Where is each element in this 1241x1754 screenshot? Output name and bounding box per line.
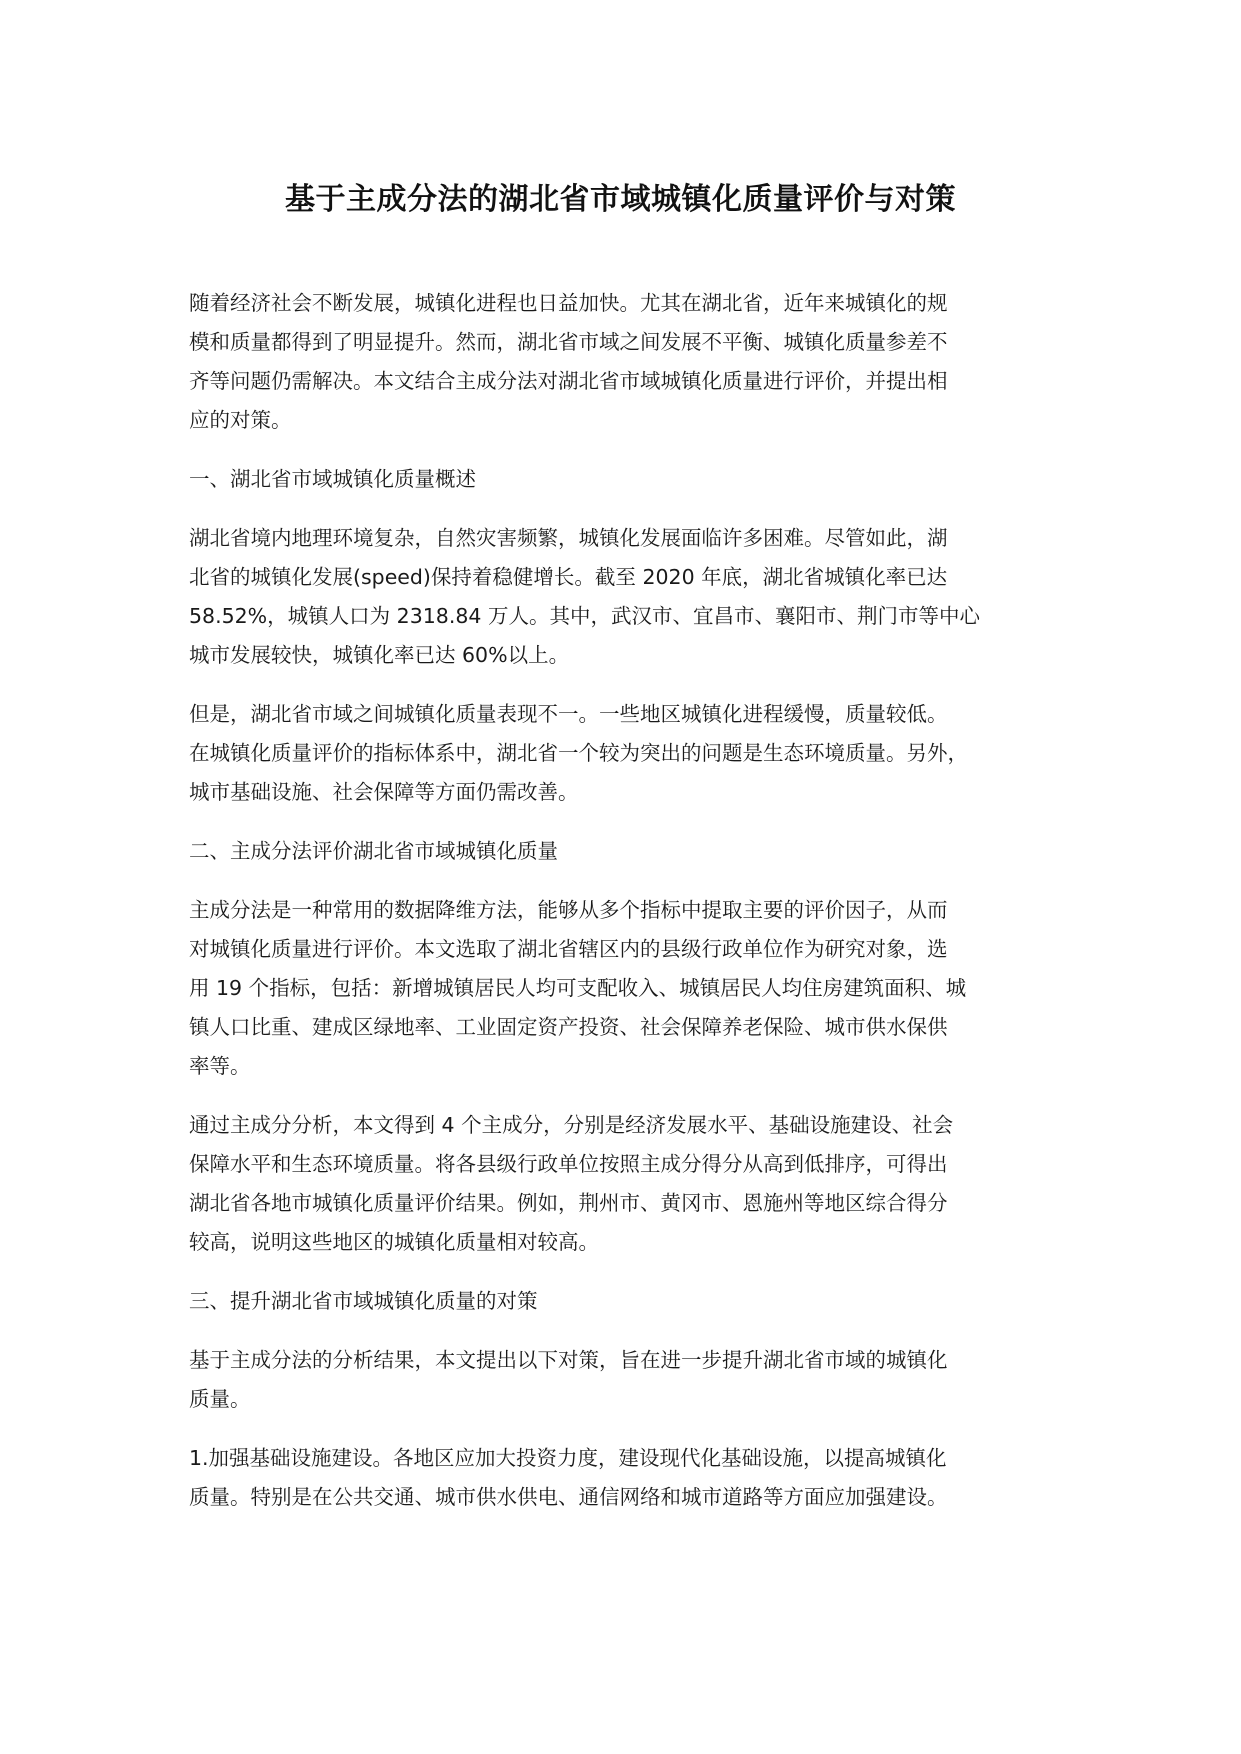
section-2-paragraph-2: [189, 1106, 1079, 1262]
text-line: 通过主成分分析，本文得到 4 个主成分，分别是经济发展水平、基础设施建设、社会: [189, 1113, 954, 1137]
text-line: 应的对策。: [189, 408, 292, 432]
text-line: 镇人口比重、建成区绿地率、工业固定资产投资、社会保障养老保险、城市供水保供: [189, 1015, 948, 1039]
text-line: 质量。: [189, 1387, 251, 1411]
text-line: 城市发展较快，城镇化率已达 60%以上。: [189, 643, 570, 667]
section-1-paragraph-1: [189, 519, 1079, 675]
section-2-paragraph-1: [189, 891, 1079, 1086]
text-line: 模和质量都得到了明显提升。然而，湖北省市域之间发展不平衡、城镇化质量参差不: [189, 330, 948, 354]
section-3-heading: 三、提升湖北省市域城镇化质量的对策: [189, 1289, 538, 1313]
section-3-paragraph-1: [189, 1341, 1079, 1419]
text-line: 质量。特别是在公共交通、城市供水供电、通信网络和城市道路等方面应加强建设。: [189, 1485, 948, 1509]
text-line: 58.52%，城镇人口为 2318.84 万人。其中，武汉市、宜昌市、襄阳市、荆门市等中心: [189, 604, 980, 628]
text-line: 保障水平和生态环境质量。将各县级行政单位按照主成分得分从高到低排序，可得出: [189, 1152, 948, 1176]
intro-paragraph: [189, 284, 1079, 440]
document-title: 基于主成分法的湖北省市域城镇化质量评价与对策: [285, 182, 956, 217]
text-line: 湖北省各地市城镇化质量评价结果。例如，荆州市、黄冈市、恩施州等地区综合得分: [189, 1191, 948, 1215]
text-line: 北省的城镇化发展(speed)保持着稳健增长。截至 2020 年底，湖北省城镇化率已达: [189, 565, 948, 589]
text-line: 湖北省境内地理环境复杂，自然灾害频繁，城镇化发展面临许多困难。尽管如此，湖: [189, 526, 948, 550]
section-1-paragraph-2: [189, 695, 1079, 812]
text-line: 在城镇化质量评价的指标体系中，湖北省一个较为突出的问题是生态环境质量。另外，: [189, 741, 968, 765]
document-body: [189, 284, 1079, 1537]
section-3-paragraph-2: [189, 1439, 1079, 1517]
text-line: 率等。: [189, 1054, 251, 1078]
text-line: 城市基础设施、社会保障等方面仍需改善。: [189, 780, 579, 804]
text-line: 但是，湖北省市域之间城镇化质量表现不一。一些地区城镇化进程缓慢，质量较低。: [189, 702, 948, 726]
text-line: 主成分法是一种常用的数据降维方法，能够从多个指标中提取主要的评价因子，从而: [189, 898, 948, 922]
text-line: 基于主成分法的分析结果，本文提出以下对策，旨在进一步提升湖北省市域的城镇化: [189, 1348, 948, 1372]
section-1-heading: 一、湖北省市域城镇化质量概述: [189, 467, 476, 491]
text-line: 较高，说明这些地区的城镇化质量相对较高。: [189, 1230, 599, 1254]
text-line: 随着经济社会不断发展，城镇化进程也日益加快。尤其在湖北省，近年来城镇化的规: [189, 291, 948, 315]
section-2-heading: 二、主成分法评价湖北省市域城镇化质量: [189, 839, 558, 863]
text-line: 用 19 个指标，包括：新增城镇居民人均可支配收入、城镇居民人均住房建筑面积、城: [189, 976, 967, 1000]
text-line: 1.加强基础设施建设。各地区应加大投资力度，建设现代化基础设施，以提高城镇化: [189, 1446, 947, 1470]
text-line: 齐等问题仍需解决。本文结合主成分法对湖北省市域城镇化质量进行评价，并提出相: [189, 369, 948, 393]
text-line: 对城镇化质量进行评价。本文选取了湖北省辖区内的县级行政单位作为研究对象，选: [189, 937, 948, 961]
